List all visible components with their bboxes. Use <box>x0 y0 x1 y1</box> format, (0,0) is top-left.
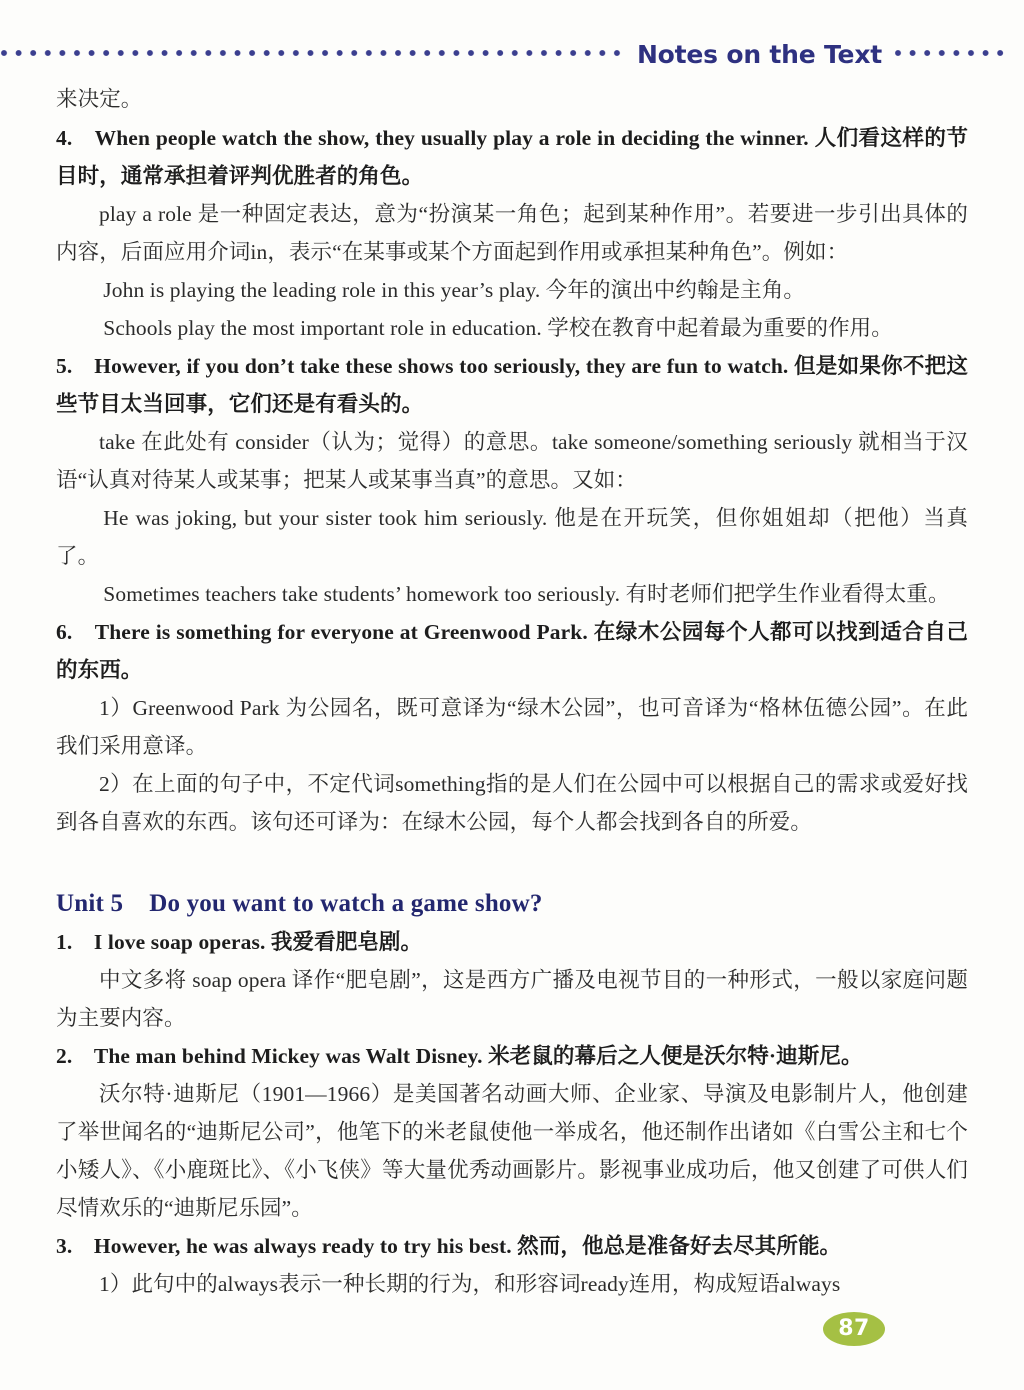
unit-note-3-sub-1: 1）此句中的always表示一种长期的行为，和形容词ready连用，构成短语always <box>99 1272 841 1296</box>
note-6-headword: 6. There is something for everyone at Greenwood Park. 在绿木公园每个人都可以找到适合自己的东西。 <box>56 620 968 682</box>
page-header-title: Notes on the Text <box>636 39 882 69</box>
note-4-explanation: play a role 是一种固定表达，意为“扮演某一角色；起到某种作用”。若要进一步引出具体的内容，后面应用介词in，表示“在某事或某个方面起到作用或承担某种角色”。例如： <box>56 202 968 264</box>
note-4-example-2: Schools play the most important role in education. 学校在教育中起着最为重要的作用。 <box>103 316 893 340</box>
page-header <box>0 34 1024 74</box>
note-6-sub-1: 1）Greenwood Park 为公园名，既可意译为“绿木公园”，也可音译为“格林伍德公园”。在此我们采用意译。 <box>56 696 968 758</box>
page-number-badge: 87 <box>823 1312 885 1346</box>
unit-title: Do you want to watch a game show? <box>149 890 543 917</box>
unit-number: Unit 5 <box>56 890 124 917</box>
note-5-explanation: take 在此处有 consider（认为；觉得）的意思。take someone/something seriously 就相当于汉语“认真对待某人或某事；把某人或某事当真”的意思。又如： <box>56 430 968 492</box>
note-5-example-1: He was joking, but your sister took him seriously. 他是在开玩笑，但你姐姐却（把他）当真了。 <box>56 506 968 568</box>
unit-heading <box>56 887 968 921</box>
note-4-example-1: John is playing the leading role in this year’s play. 今年的演出中约翰是主角。 <box>103 278 805 302</box>
unit-note-3-headword: 3. However, he was always ready to try his best. 然而，他总是准备好去尽其所能。 <box>56 1234 842 1258</box>
unit-note-1-headword: 1. I love soap operas. 我爱看肥皂剧。 <box>56 930 423 954</box>
note-5-headword: 5. However, if you don’t take these shows too seriously, they are fun to watch. 但是如果你不把这些节目太当回事，它们还是有看头的。 <box>56 354 968 416</box>
dotted-rule-left-icon <box>0 42 623 64</box>
dotted-rule-right-icon <box>894 42 1006 64</box>
continuation-line: 来决定。 <box>56 87 143 111</box>
unit-note-2-headword: 2. The man behind Mickey was Walt Disney. 米老鼠的幕后之人便是沃尔特·迪斯尼。 <box>56 1044 863 1068</box>
unit-note-1-explanation: 中文多将 soap opera 译作“肥皂剧”，这是西方广播及电视节目的一种形式，一般以家庭问题为主要内容。 <box>56 968 968 1030</box>
note-5-example-2: Sometimes teachers take students’ homework too seriously. 有时老师们把学生作业看得太重。 <box>103 582 950 606</box>
note-4-headword: 4. When people watch the show, they usually play a role in deciding the winner. 人们看这样的节目时，通常承担着评判优胜者的角色。 <box>56 126 968 188</box>
unit-note-2-explanation: 沃尔特·迪斯尼（1901—1966）是美国著名动画大师、企业家、导演及电影制片人，他创建了举世闻名的“迪斯尼公司”，他笔下的米老鼠使他一举成名，他还制作出诸如《白雪公主和七个小矮人》、《小鹿斑比》、《小飞侠》等大量优秀动画影片。影视事业成功后，他又创建了可供人们尽情欢乐的“迪斯尼乐园”。 <box>56 1082 968 1220</box>
note-6-sub-2: 2）在上面的句子中，不定代词something指的是人们在公园中可以根据自己的需求或爱好找到各自喜欢的东西。该句还可译为：在绿木公园，每个人都会找到各自的所爱。 <box>56 772 968 834</box>
page-content <box>56 80 968 1303</box>
